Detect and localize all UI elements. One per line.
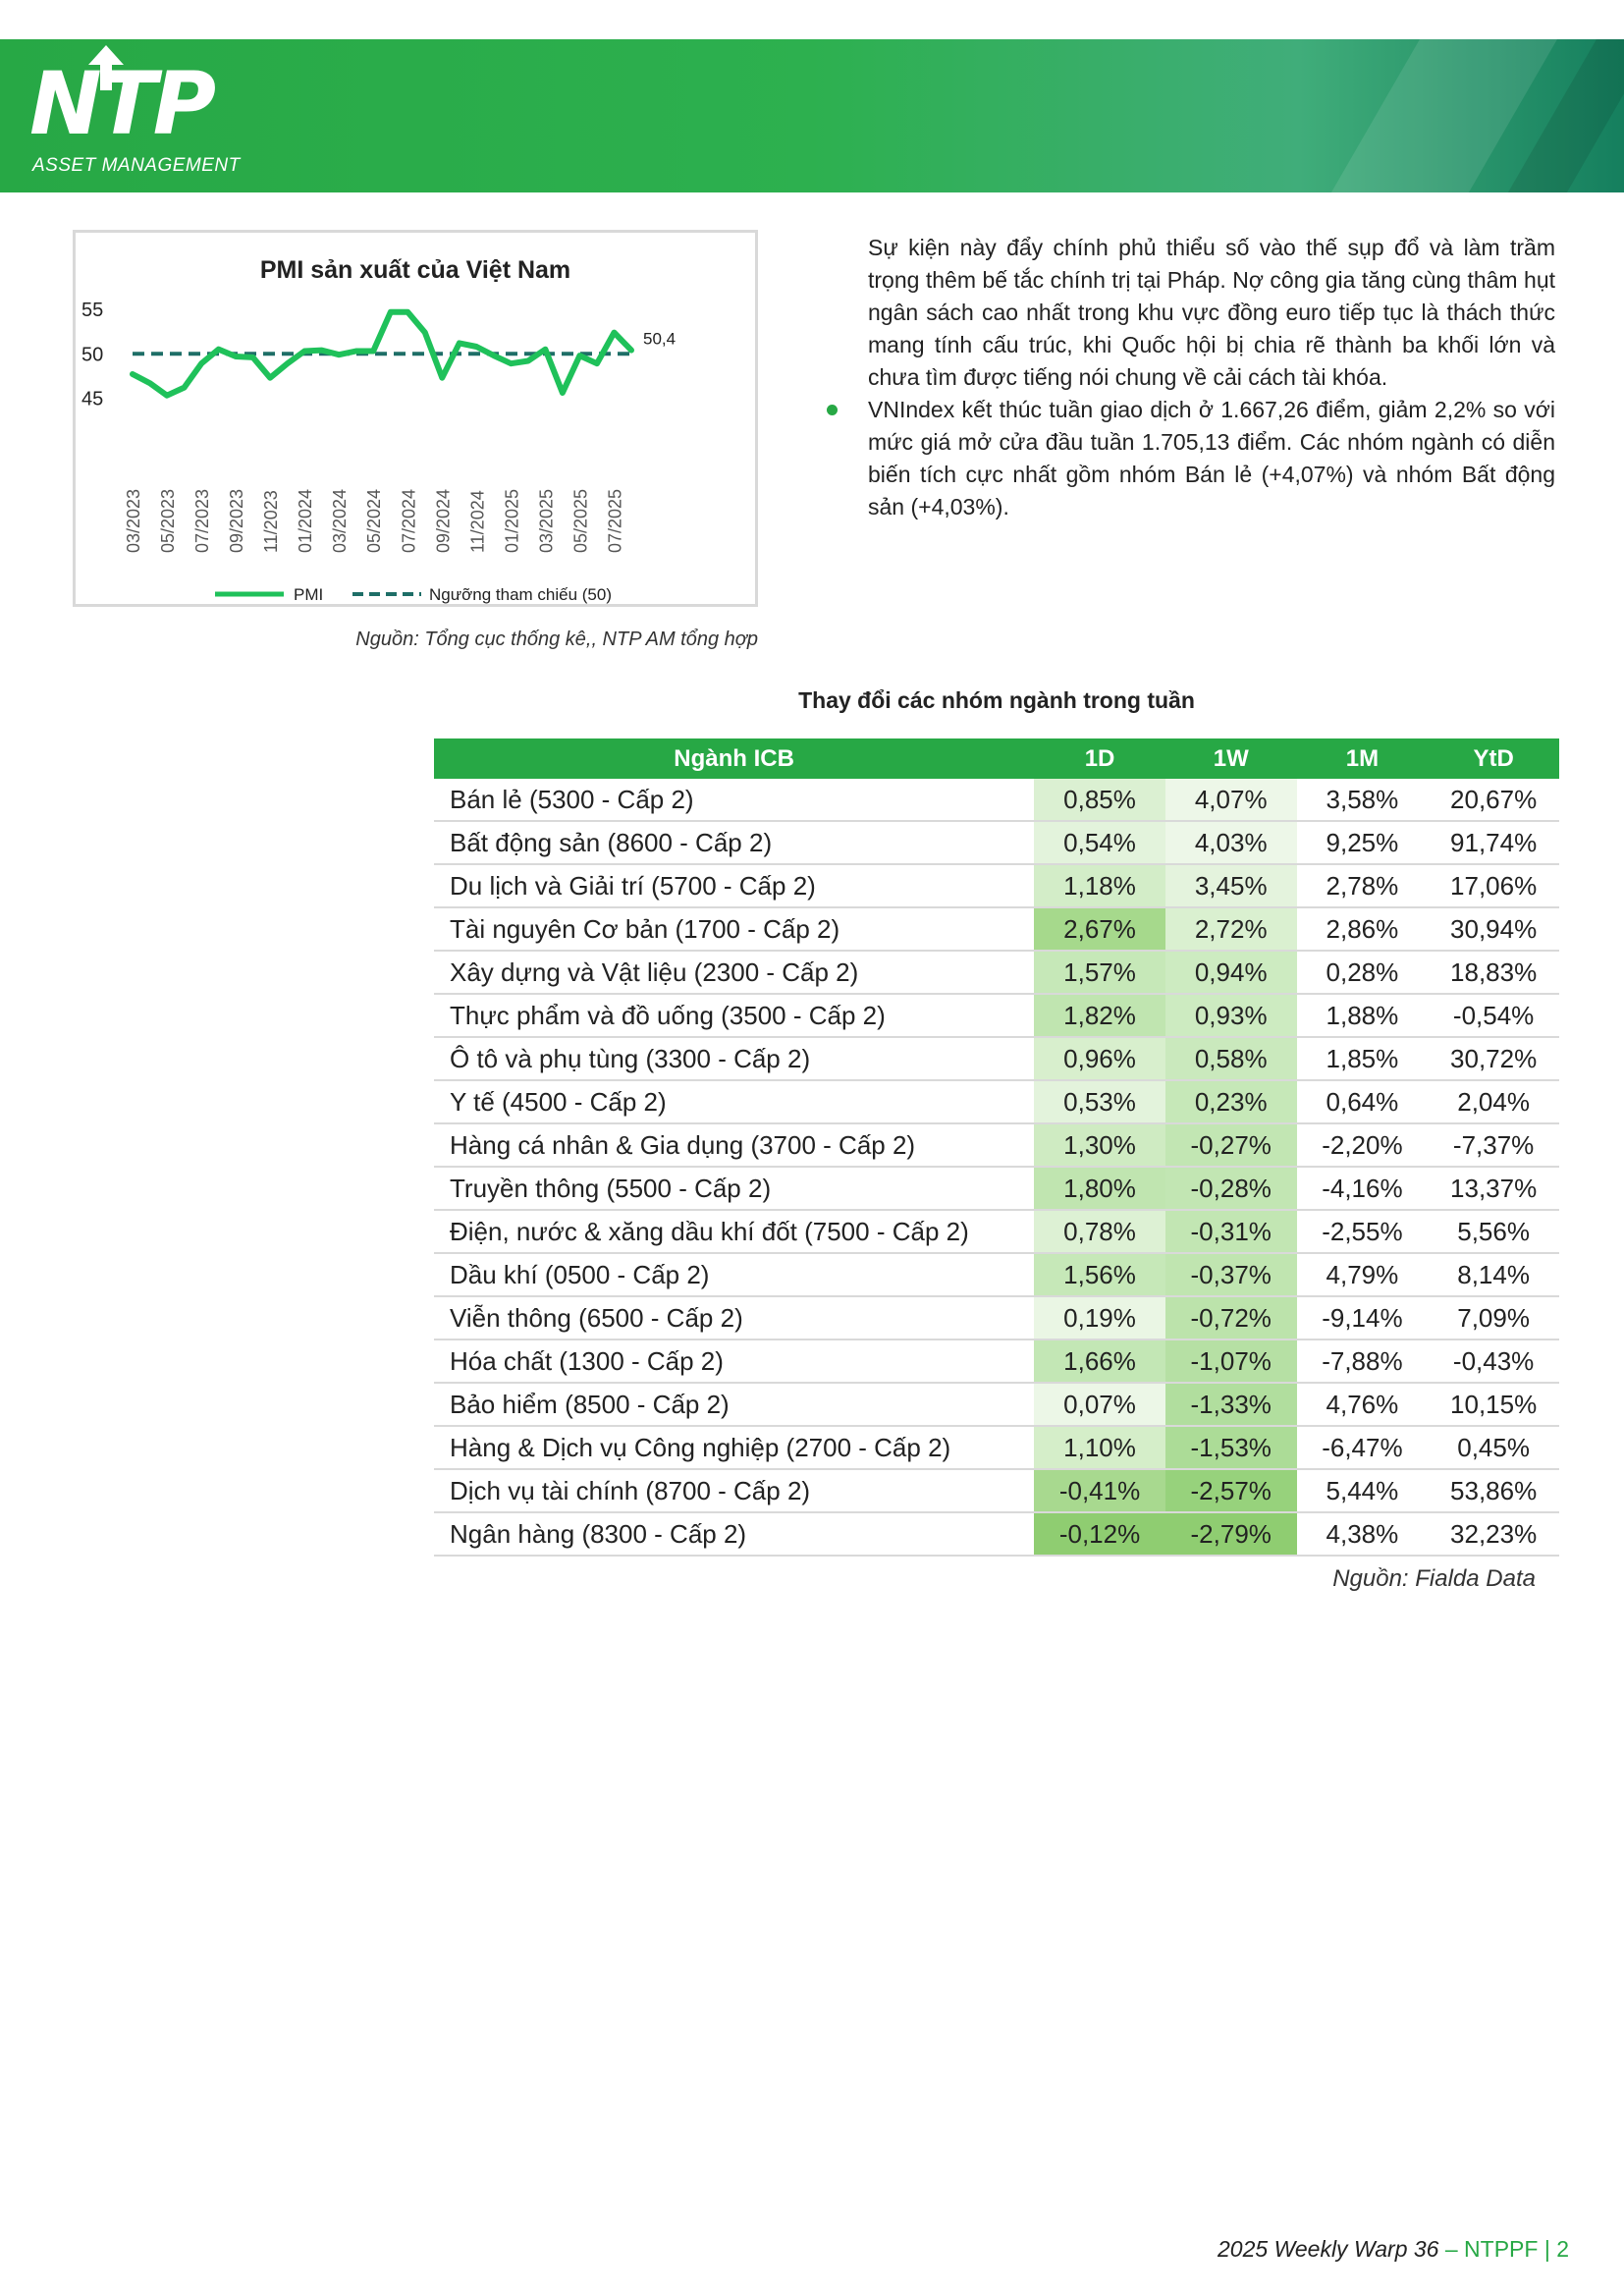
value-1m: 5,44% bbox=[1297, 1469, 1429, 1512]
value-ytd: 7,09% bbox=[1428, 1296, 1559, 1339]
sector-name: Y tế (4500 - Cấp 2) bbox=[434, 1080, 1034, 1123]
chart-source: Nguồn: Tổng cục thống kê,, NTP AM tổng hợp bbox=[355, 629, 758, 650]
value-1d: 1,66% bbox=[1034, 1339, 1165, 1383]
pmi-chart-svg bbox=[76, 233, 755, 604]
value-ytd: -0,43% bbox=[1428, 1339, 1559, 1383]
sector-name: Xây dựng và Vật liệu (2300 - Cấp 2) bbox=[434, 951, 1034, 994]
table-row bbox=[434, 994, 1559, 1037]
value-1m: 0,28% bbox=[1297, 951, 1429, 994]
company-logo bbox=[29, 39, 255, 177]
value-1w: 0,23% bbox=[1165, 1080, 1297, 1123]
value-1d: 1,10% bbox=[1034, 1426, 1165, 1469]
value-1m: 0,64% bbox=[1297, 1080, 1429, 1123]
table-row bbox=[434, 1469, 1559, 1512]
logo-text: NTP bbox=[29, 53, 213, 154]
page-footer bbox=[1218, 2236, 1569, 2263]
value-1d: 0,54% bbox=[1034, 821, 1165, 864]
value-1w: -0,31% bbox=[1165, 1210, 1297, 1253]
bullet-text: VNIndex kết thúc tuần giao dịch ở 1.667,26 điểm, giảm 2,2% so với mức giá mở cửa đầu tuần 1.705,13 điểm. Các nhóm ngành có diễn biến tích cực nhất gồm nhóm Bán lẻ (+4,07%) và nhóm Bất động sản (+4,03%). bbox=[868, 397, 1555, 519]
y-tick-label: 45 bbox=[81, 388, 104, 410]
header-1w: 1W bbox=[1165, 738, 1297, 779]
value-1w: 0,58% bbox=[1165, 1037, 1297, 1080]
sector-name: Dầu khí (0500 - Cấp 2) bbox=[434, 1253, 1034, 1296]
value-ytd: -7,37% bbox=[1428, 1123, 1559, 1167]
sector-name: Dịch vụ tài chính (8700 - Cấp 2) bbox=[434, 1469, 1034, 1512]
value-ytd: 20,67% bbox=[1428, 779, 1559, 821]
value-1m: 2,86% bbox=[1297, 907, 1429, 951]
table-row bbox=[434, 1037, 1559, 1080]
x-tick-label: 11/2024 bbox=[467, 490, 488, 553]
value-1w: 4,03% bbox=[1165, 821, 1297, 864]
value-1m: -9,14% bbox=[1297, 1296, 1429, 1339]
value-1w: -1,07% bbox=[1165, 1339, 1297, 1383]
value-1w: -2,57% bbox=[1165, 1469, 1297, 1512]
x-tick-label: 05/2025 bbox=[570, 488, 591, 553]
value-1m: -2,20% bbox=[1297, 1123, 1429, 1167]
value-1w: 2,72% bbox=[1165, 907, 1297, 951]
table-row bbox=[434, 951, 1559, 994]
value-1d: 0,85% bbox=[1034, 779, 1165, 821]
footer-separator: – bbox=[1444, 2236, 1458, 2262]
value-ytd: 30,72% bbox=[1428, 1037, 1559, 1080]
chart-title: PMI sản xuất của Việt Nam bbox=[259, 256, 571, 284]
commentary-text bbox=[868, 232, 1555, 523]
table-row bbox=[434, 1339, 1559, 1383]
x-tick-label: 09/2023 bbox=[227, 488, 247, 553]
value-ytd: -0,54% bbox=[1428, 994, 1559, 1037]
value-1w: 3,45% bbox=[1165, 864, 1297, 907]
value-1d: 1,82% bbox=[1034, 994, 1165, 1037]
value-1d: 0,19% bbox=[1034, 1296, 1165, 1339]
value-ytd: 10,15% bbox=[1428, 1383, 1559, 1426]
value-1w: 0,94% bbox=[1165, 951, 1297, 994]
logo-subtitle: ASSET MANAGEMENT bbox=[32, 155, 241, 176]
header-sector: Ngành ICB bbox=[434, 738, 1034, 779]
table-row bbox=[434, 907, 1559, 951]
sector-name: Bất động sản (8600 - Cấp 2) bbox=[434, 821, 1034, 864]
header-1m: 1M bbox=[1297, 738, 1429, 779]
legend-threshold-label: Ngưỡng tham chiếu (50) bbox=[429, 585, 613, 604]
sector-name: Hóa chất (1300 - Cấp 2) bbox=[434, 1339, 1034, 1383]
x-tick-label: 01/2025 bbox=[502, 488, 522, 553]
x-tick-label: 03/2024 bbox=[330, 488, 351, 553]
value-ytd: 5,56% bbox=[1428, 1210, 1559, 1253]
table-title: Thay đổi các nhóm ngành trong tuần bbox=[798, 687, 1195, 713]
value-1m: -6,47% bbox=[1297, 1426, 1429, 1469]
sector-name: Thực phẩm và đồ uống (3500 - Cấp 2) bbox=[434, 994, 1034, 1037]
commentary-bullet bbox=[868, 394, 1555, 523]
value-1d: 1,30% bbox=[1034, 1123, 1165, 1167]
value-1d: 1,56% bbox=[1034, 1253, 1165, 1296]
value-1w: -1,53% bbox=[1165, 1426, 1297, 1469]
value-1d: 0,78% bbox=[1034, 1210, 1165, 1253]
sector-name: Bảo hiểm (8500 - Cấp 2) bbox=[434, 1383, 1034, 1426]
sector-name: Hàng & Dịch vụ Công nghiệp (2700 - Cấp 2) bbox=[434, 1426, 1034, 1469]
report-name: 2025 Weekly Warp 36 bbox=[1218, 2236, 1439, 2262]
table-row bbox=[434, 821, 1559, 864]
value-1m: 4,38% bbox=[1297, 1512, 1429, 1556]
last-value-label: 50,4 bbox=[643, 329, 677, 349]
value-1m: 1,85% bbox=[1297, 1037, 1429, 1080]
value-1w: 4,07% bbox=[1165, 779, 1297, 821]
table-row bbox=[434, 1080, 1559, 1123]
value-ytd: 30,94% bbox=[1428, 907, 1559, 951]
chart-legend bbox=[215, 585, 612, 604]
value-1m: 9,25% bbox=[1297, 821, 1429, 864]
value-1w: -0,28% bbox=[1165, 1167, 1297, 1210]
table-row bbox=[434, 1123, 1559, 1167]
table-source: Nguồn: Fialda Data bbox=[1332, 1565, 1536, 1592]
sector-name: Viễn thông (6500 - Cấp 2) bbox=[434, 1296, 1034, 1339]
value-ytd: 0,45% bbox=[1428, 1426, 1559, 1469]
sector-name: Truyền thông (5500 - Cấp 2) bbox=[434, 1167, 1034, 1210]
legend-pmi-label: PMI bbox=[294, 585, 324, 604]
x-tick-label: 07/2024 bbox=[399, 488, 419, 553]
x-tick-label: 09/2024 bbox=[433, 488, 454, 553]
table-header-row bbox=[434, 738, 1559, 779]
value-1d: 2,67% bbox=[1034, 907, 1165, 951]
value-1m: 2,78% bbox=[1297, 864, 1429, 907]
table-row bbox=[434, 1296, 1559, 1339]
value-1w: -2,79% bbox=[1165, 1512, 1297, 1556]
table-row bbox=[434, 1167, 1559, 1210]
value-1m: 4,76% bbox=[1297, 1383, 1429, 1426]
value-1w: -0,37% bbox=[1165, 1253, 1297, 1296]
value-ytd: 8,14% bbox=[1428, 1253, 1559, 1296]
value-1m: 3,58% bbox=[1297, 779, 1429, 821]
value-1m: -7,88% bbox=[1297, 1339, 1429, 1383]
x-tick-label: 05/2024 bbox=[364, 488, 385, 553]
commentary-paragraph: Sự kiện này đẩy chính phủ thiểu số vào thế sụp đổ và làm trầm trọng thêm bế tắc chính trị tại Pháp. Nợ công gia tăng cùng thâm hụt ngân sách cao nhất trong khu vực đồng euro tiếp tục là thách thức mang tính cấu trúc, khi Quốc hội bị chia rẽ thành ba khối lớn và chưa tìm được tiếng nói chung về cải cách tài khóa. bbox=[868, 235, 1555, 390]
x-tick-label: 07/2025 bbox=[605, 488, 625, 553]
table-row bbox=[434, 864, 1559, 907]
header-1d: 1D bbox=[1034, 738, 1165, 779]
pmi-chart bbox=[73, 230, 758, 607]
sector-table bbox=[434, 738, 1559, 1557]
value-ytd: 2,04% bbox=[1428, 1080, 1559, 1123]
sector-name: Điện, nước & xăng dầu khí đốt (7500 - Cấp 2) bbox=[434, 1210, 1034, 1253]
table-row bbox=[434, 779, 1559, 821]
table-row bbox=[434, 1426, 1559, 1469]
value-1w: 0,93% bbox=[1165, 994, 1297, 1037]
bullet-icon bbox=[827, 405, 838, 415]
value-1d: -0,12% bbox=[1034, 1512, 1165, 1556]
value-1m: 4,79% bbox=[1297, 1253, 1429, 1296]
x-tick-label: 07/2023 bbox=[192, 488, 213, 553]
sector-name: Ngân hàng (8300 - Cấp 2) bbox=[434, 1512, 1034, 1556]
value-1d: 1,18% bbox=[1034, 864, 1165, 907]
sector-name: Hàng cá nhân & Gia dụng (3700 - Cấp 2) bbox=[434, 1123, 1034, 1167]
value-1d: 1,57% bbox=[1034, 951, 1165, 994]
value-1d: -0,41% bbox=[1034, 1469, 1165, 1512]
x-tick-label: 03/2025 bbox=[536, 488, 557, 553]
y-tick-label: 55 bbox=[81, 300, 104, 322]
value-ytd: 91,74% bbox=[1428, 821, 1559, 864]
value-1w: -0,72% bbox=[1165, 1296, 1297, 1339]
header-ytd: YtD bbox=[1428, 738, 1559, 779]
sector-name: Bán lẻ (5300 - Cấp 2) bbox=[434, 779, 1034, 821]
table-row bbox=[434, 1383, 1559, 1426]
value-1w: -1,33% bbox=[1165, 1383, 1297, 1426]
value-ytd: 32,23% bbox=[1428, 1512, 1559, 1556]
x-tick-label: 01/2024 bbox=[296, 488, 316, 553]
value-1m: -2,55% bbox=[1297, 1210, 1429, 1253]
footer-brand: NTPPF bbox=[1464, 2236, 1539, 2262]
footer-divider: | bbox=[1543, 2236, 1550, 2262]
table-row bbox=[434, 1253, 1559, 1296]
x-tick-label: 11/2023 bbox=[261, 490, 282, 553]
sector-name: Tài nguyên Cơ bản (1700 - Cấp 2) bbox=[434, 907, 1034, 951]
table-row bbox=[434, 1210, 1559, 1253]
value-ytd: 13,37% bbox=[1428, 1167, 1559, 1210]
value-1d: 0,96% bbox=[1034, 1037, 1165, 1080]
value-1d: 0,53% bbox=[1034, 1080, 1165, 1123]
value-ytd: 18,83% bbox=[1428, 951, 1559, 994]
y-tick-label: 50 bbox=[81, 344, 104, 366]
sector-name: Ô tô và phụ tùng (3300 - Cấp 2) bbox=[434, 1037, 1034, 1080]
x-tick-label: 05/2023 bbox=[158, 488, 179, 553]
sector-name: Du lịch và Giải trí (5700 - Cấp 2) bbox=[434, 864, 1034, 907]
value-1m: -4,16% bbox=[1297, 1167, 1429, 1210]
value-1d: 1,80% bbox=[1034, 1167, 1165, 1210]
value-1d: 0,07% bbox=[1034, 1383, 1165, 1426]
x-tick-label: 03/2023 bbox=[124, 488, 143, 553]
value-ytd: 53,86% bbox=[1428, 1469, 1559, 1512]
page-number: 2 bbox=[1556, 2236, 1569, 2262]
value-1m: 1,88% bbox=[1297, 994, 1429, 1037]
value-ytd: 17,06% bbox=[1428, 864, 1559, 907]
value-1w: -0,27% bbox=[1165, 1123, 1297, 1167]
table-row bbox=[434, 1512, 1559, 1556]
